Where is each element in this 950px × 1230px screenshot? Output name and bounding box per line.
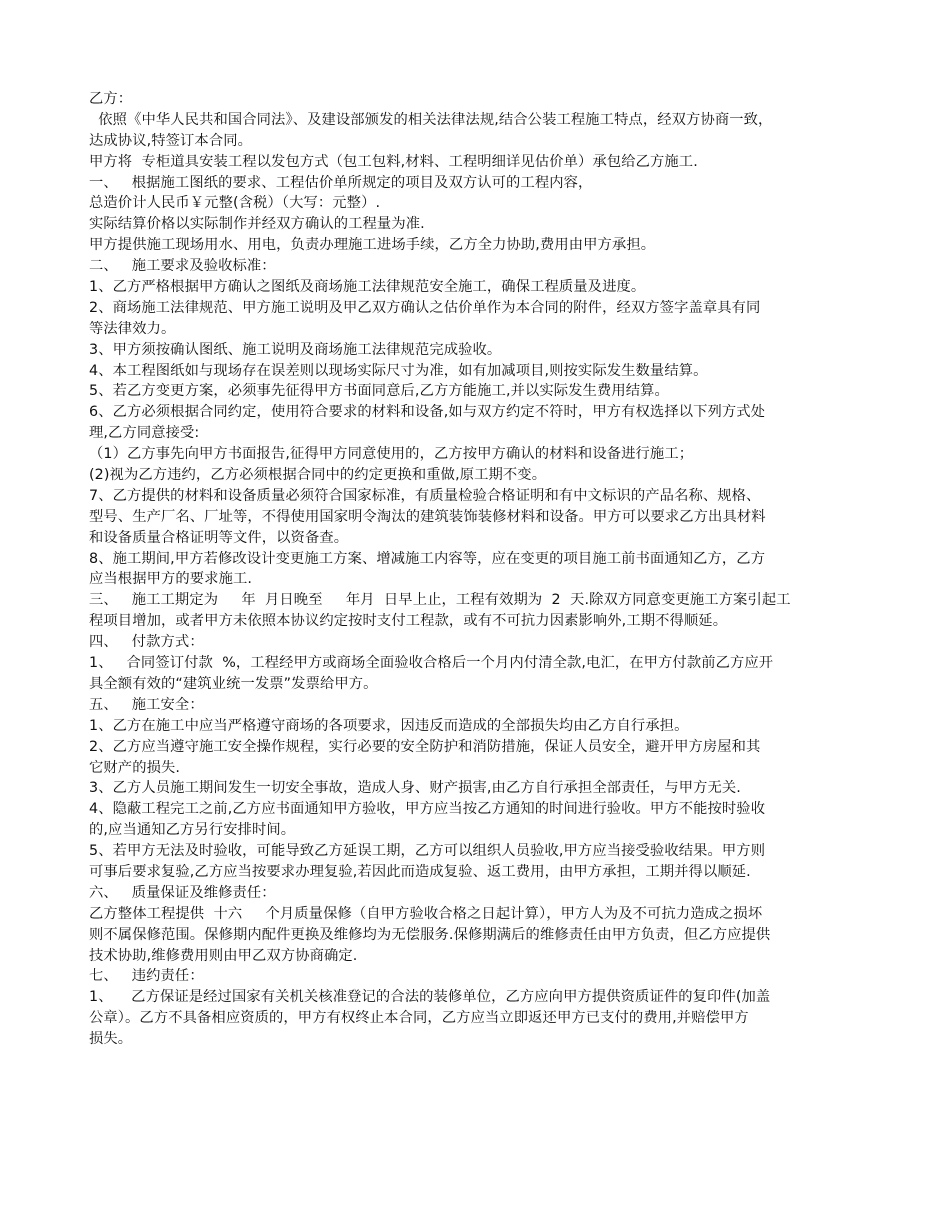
text-line: 则不属保修范围。保修期内配件更换及维修均为无偿服务.保修期满后的维修责任由甲方负责，但乙方应提供 [89,926,771,943]
contract-body [89,89,869,1050]
text-line: 技术协助,维修费用则由甲乙双方协商确定. [89,947,358,964]
text-line: 甲方提供施工现场用水、用电，负责办理施工进场手续，乙方全力协助,费用由甲方承担。 [89,237,656,254]
text-line: 二、 施工要求及验收标准： [89,258,276,275]
text-line: 六、 质量保证及维修责任： [89,884,276,901]
text-line: 总造价计人民币￥元整(含税）（大写：元整）. [89,195,381,212]
text-line: 实际结算价格以实际制作并经双方确认的工程量为准. [89,216,425,233]
text-line: 等法律效力。 [89,320,176,337]
text-line: 3、甲方须按确认图纸、施工说明及商场施工法律规范完成验收。 [89,341,502,358]
text-line: 的,应当通知乙方另行安排时间。 [89,822,296,839]
text-line: 4、隐蔽工程完工之前,乙方应书面通知甲方验收，甲方应当按乙方通知的时间进行验收。甲方不能按时验收 [89,801,766,818]
text-line: 1、乙方严格根据甲方确认之图纸及商场施工法律规范安全施工，确保工程质量及进度。 [89,279,646,296]
text-line: 5、若乙方变更方案，必须事先征得甲方书面同意后,乙方方能施工,并以实际发生费用结算。 [89,383,669,400]
text-line: 4、本工程图纸如与现场存在误差则以现场实际尺寸为准，如有加减项目,则按实际发生数量结算。 [89,362,708,379]
text-line: 1、乙方在施工中应当严格遵守商场的各项要求，因违反而造成的全部损失均由乙方自行承担。 [89,717,689,734]
text-line: 8、施工期间,甲方若修改设计变更施工方案、增减施工内容等，应在变更的项目施工前书面通知乙方，乙方 [89,550,766,567]
text-line: (2)视为乙方违约，乙方必须根据合同中的约定更换和重做,原工期不变。 [89,467,547,484]
text-line: 型号、生产厂名、厂址等，不得使用国家明令淘汰的建筑装饰装修材料和设备。甲方可以要求乙方出具材料 [89,508,766,525]
text-line: 6、乙方必须根据合同约定，使用符合要求的材料和设备,如与双方约定不符时，甲方有权选择以下列方式处 [89,404,766,421]
text-line: （1）乙方事先向甲方书面报告,征得甲方同意使用的，乙方按甲方确认的材料和设备进行施工； [89,446,694,463]
text-line: 损失。 [89,1031,133,1048]
text-line: 四、 付款方式： [89,634,204,651]
text-line: 理,乙方同意接受: [89,425,200,442]
text-line: 达成协议,特签订本合同。 [89,132,253,149]
text-line: 乙方整体工程提供 十六 个月质量保修（自甲方验收合格之日起计算），甲方人为及不可抗力造成之损坏 [89,905,763,922]
text-line: 依照《中华人民共和国合同法》、及建设部颁发的相关法律法规,结合公装工程施工特点，经双方协商一致， [89,111,773,128]
text-line: 乙方： [89,91,133,107]
text-line: 七、 违约责任： [89,968,204,985]
text-line: 三、 施工工期定为 年 月日晚至 年月 日早上止，工程有效期为 2 天.除双方同意变更施工方案引起工 [89,592,791,609]
text-line: 一、 根据施工图纸的要求、工程估价单所规定的项目及双方认可的工程内容， [89,174,593,191]
text-line: 5、若甲方无法及时验收，可能导致乙方延误工期，乙方可以组织人员验收,甲方应当接受验收结果。甲方则 [89,843,766,860]
text-line: 可事后要求复验,乙方应当按要求办理复验,若因此而造成复验、返工费用，由甲方承担，工期并得以顺延. [89,863,751,880]
text-line: 3、乙方人员施工期间发生一切安全事故，造成人身、财产损害,由乙方自行承担全部责任，与甲方无关. [89,780,741,797]
text-line: 1、 乙方保证是经过国家有关机关核准登记的合法的装修单位，乙方应向甲方提供资质证件的复印件(加盖 [89,989,771,1006]
text-line: 程项目增加，或者甲方未依照本协议约定按时支付工程款，或有不可抗力因素影响外,工期不得顺延。 [89,613,728,630]
text-line: 应当根据甲方的要求施工. [89,571,253,588]
text-line: 7、乙方提供的材料和设备质量必须符合国家标准，有质量检验合格证明和有中文标识的产品名称、规格、 [89,487,761,504]
text-line: 2、商场施工法律规范、甲方施工说明及甲乙双方确认之估价单作为本合同的附件，经双方签字盖章具有同 [89,299,761,316]
text-line: 公章）。乙方不具备相应资质的，甲方有权终止本合同，乙方应当立即返还甲方已支付的费用,并赔偿甲方 [89,1010,749,1027]
text-line: 它财产的损失. [89,759,181,776]
text-line: 和设备质量合格证明等文件，以资备查。 [89,529,349,546]
text-line: 甲方将 专柜道具安装工程以发包方式（包工包料,材料、工程明细详见估价单）承包给乙方施工. [89,153,698,170]
text-line: 2、乙方应当遵守施工安全操作规程，实行必要的安全防护和消防措施，保证人员安全，避开甲方房屋和其 [89,738,761,755]
text-line: 具全额有效的“建筑业统一发票”发票给甲方。 [89,675,378,692]
text-line: 1、 合同签订付款 %，工程经甲方或商场全面验收合格后一个月内付清全款,电汇，在甲方付款前乙方应开 [89,655,774,672]
text-line: 五、 施工安全： [89,696,204,713]
